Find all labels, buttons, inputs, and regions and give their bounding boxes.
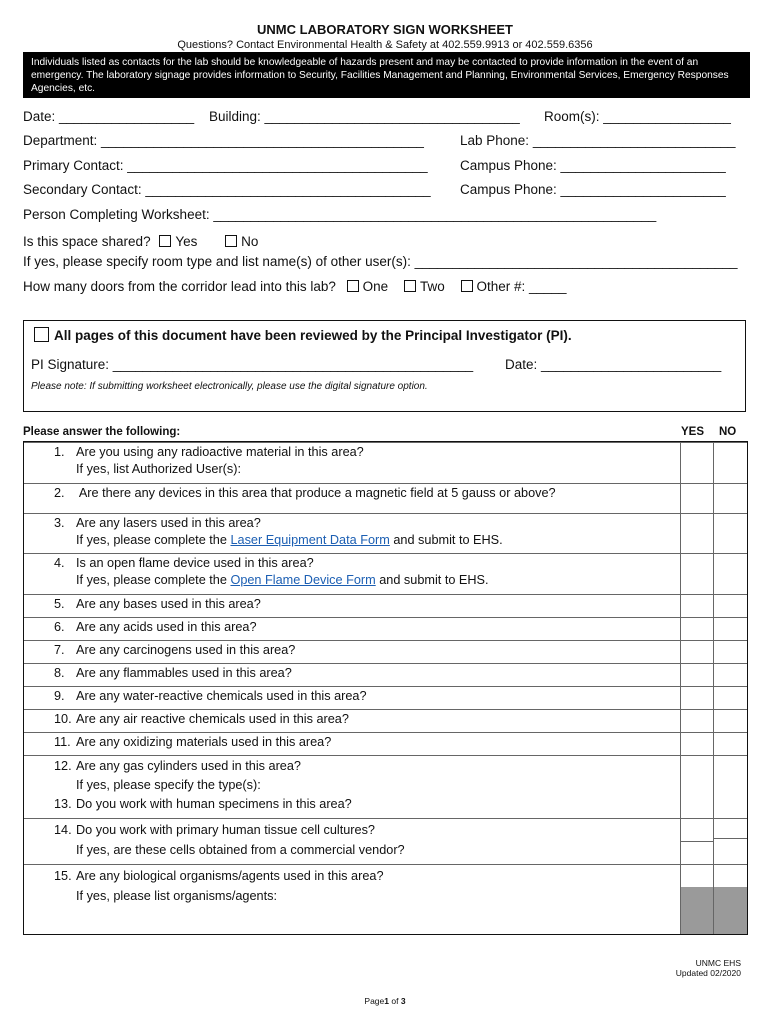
table-row bbox=[24, 864, 747, 935]
question-subtext: If yes, please specify the type(s): bbox=[76, 778, 261, 792]
question-number: 10. bbox=[54, 712, 72, 726]
table-row bbox=[24, 732, 747, 756]
question-text: Are you using any radioactive material in this area? bbox=[76, 445, 364, 459]
table-row bbox=[24, 818, 747, 865]
shared-question: Is this space shared? bbox=[23, 234, 151, 249]
question-text: Is an open flame device used in this area? bbox=[76, 556, 314, 570]
question-subtext: If yes, please list organisms/agents: bbox=[76, 889, 277, 903]
question-text: Are any biological organisms/agents used in this area? bbox=[76, 869, 384, 883]
doors-one-label: One bbox=[362, 279, 389, 294]
date-field[interactable]: Date: __________________ bbox=[23, 109, 195, 124]
doors-two-label: Two bbox=[419, 279, 445, 294]
question-number: 4. bbox=[54, 556, 65, 570]
doors-two-checkbox[interactable] bbox=[404, 280, 416, 292]
doors-question: How many doors from the corridor lead into this lab? bbox=[23, 279, 336, 294]
table-row bbox=[24, 663, 747, 687]
table-row bbox=[24, 483, 747, 514]
shared-no-checkbox[interactable] bbox=[225, 235, 237, 247]
table-row bbox=[24, 686, 747, 710]
question-number: 14. bbox=[54, 823, 72, 837]
table-row bbox=[24, 513, 747, 554]
question-number: 8. bbox=[54, 666, 65, 680]
question-number: 2. bbox=[54, 486, 65, 500]
doors-other-field[interactable]: Other #: _____ bbox=[476, 279, 567, 294]
campus-phone-field[interactable]: Campus Phone: ______________________ bbox=[460, 158, 726, 173]
secondary-contact-field[interactable]: Secondary Contact: ______________________________________ bbox=[23, 182, 431, 197]
page-current: 1 bbox=[384, 996, 389, 1006]
campus-phone-field-2[interactable]: Campus Phone: ______________________ bbox=[460, 182, 726, 197]
open-flame-form-link[interactable]: Open Flame Device Form bbox=[230, 572, 376, 587]
question-subtext: If yes, please complete the bbox=[76, 572, 231, 587]
pi-date-field[interactable]: Date: ________________________ bbox=[505, 357, 722, 372]
digital-signature-note: Please note: If submitting worksheet electronically, please use the digital signature option. bbox=[31, 381, 428, 392]
question-text: Are any lasers used in this area? bbox=[76, 516, 261, 530]
question-number: 7. bbox=[54, 643, 65, 657]
page-of: of bbox=[391, 996, 399, 1006]
questions-heading: Please answer the following: bbox=[23, 426, 181, 438]
footer-meta bbox=[676, 958, 741, 978]
page-total: 3 bbox=[400, 996, 406, 1006]
no-column-header: NO bbox=[719, 426, 737, 438]
question-text: Are there any devices in this area that produce a magnetic field at 5 gauss or above? bbox=[76, 486, 556, 500]
question-text: Are any carcinogens used in this area? bbox=[76, 643, 296, 657]
question-subtext-end: and submit to EHS. bbox=[389, 532, 503, 547]
shared-yes-checkbox[interactable] bbox=[159, 235, 171, 247]
shared-no-label: No bbox=[241, 234, 259, 249]
question-text: Are any air reactive chemicals used in this area? bbox=[76, 712, 349, 726]
yes-column-header: YES bbox=[681, 426, 705, 438]
table-row bbox=[24, 594, 747, 618]
shared-yes-label: Yes bbox=[175, 234, 198, 249]
table-row bbox=[24, 755, 747, 796]
rooms-field[interactable]: Room(s): _________________ bbox=[544, 109, 731, 124]
laser-form-link[interactable]: Laser Equipment Data Form bbox=[230, 532, 390, 547]
yes-column-divider bbox=[680, 442, 681, 934]
question-number: 11. bbox=[54, 735, 71, 749]
question-subtext: If yes, are these cells obtained from a commercial vendor? bbox=[76, 843, 405, 857]
contact-line: Questions? Contact Environmental Health & Safety at 402.559.9913 or 402.559.6356 bbox=[177, 39, 593, 51]
question-number: 15. bbox=[54, 869, 72, 883]
question-text: Are any water-reactive chemicals used in this area? bbox=[76, 689, 367, 703]
primary-contact-field[interactable]: Primary Contact: ________________________________________ bbox=[23, 158, 428, 173]
question-number: 3. bbox=[54, 516, 65, 530]
person-completing-field[interactable]: Person Completing Worksheet: ___________________________________________________________ bbox=[23, 207, 657, 222]
table-row bbox=[24, 709, 747, 733]
pi-review-heading: All pages of this document have been reviewed by the Principal Investigator (PI). bbox=[54, 328, 572, 343]
page-number bbox=[0, 996, 770, 1006]
question-number: 6. bbox=[54, 620, 65, 634]
question-number: 5. bbox=[54, 597, 65, 611]
table-row bbox=[24, 442, 747, 484]
pi-reviewed-checkbox[interactable] bbox=[34, 327, 49, 342]
table-row bbox=[24, 640, 747, 664]
question-text: Are any bases used in this area? bbox=[76, 597, 261, 611]
question-text: Do you work with human specimens in this area? bbox=[76, 797, 352, 811]
question-subtext-end: and submit to EHS. bbox=[375, 572, 489, 587]
questions-table bbox=[23, 441, 748, 935]
question-number: 12. bbox=[54, 759, 72, 773]
question-text: Are any gas cylinders used in this area? bbox=[76, 759, 301, 773]
table-row bbox=[24, 553, 747, 595]
question-subtext: If yes, please complete the bbox=[76, 532, 231, 547]
building-field[interactable]: Building: __________________________________ bbox=[209, 109, 520, 124]
question-text: Are any oxidizing materials used in this area? bbox=[76, 735, 332, 749]
question-text: Are any acids used in this area? bbox=[76, 620, 257, 634]
footer-updated: Updated 02/2020 bbox=[675, 968, 741, 978]
department-field[interactable]: Department: ___________________________________________ bbox=[23, 133, 424, 148]
table-row bbox=[24, 617, 747, 641]
notice-banner: Individuals listed as contacts for the lab should be knowledgeable of hazards present and may be contacted to provide information in the event of an emergency. The laboratory signage provides information to Security, Facilities Management and Planning, Environmental Services, Emergency Responses Agencies, etc. bbox=[23, 52, 750, 98]
page-prefix: Page bbox=[364, 996, 385, 1006]
table-row bbox=[24, 795, 747, 818]
question-subtext: If yes, list Authorized User(s): bbox=[76, 461, 241, 476]
pi-signature-field[interactable]: PI Signature: ________________________________________________ bbox=[31, 357, 474, 372]
question-number: 9. bbox=[54, 689, 65, 703]
no-column-divider bbox=[713, 442, 714, 934]
footer-org: UNMC EHS bbox=[695, 958, 741, 968]
doors-one-checkbox[interactable] bbox=[347, 280, 359, 292]
question-text: Are any flammables used in this area? bbox=[76, 666, 292, 680]
question-number: 1. bbox=[54, 445, 65, 459]
doors-other-checkbox[interactable] bbox=[461, 280, 473, 292]
lab-phone-field[interactable]: Lab Phone: ___________________________ bbox=[460, 133, 736, 148]
document-title: UNMC LABORATORY SIGN WORKSHEET bbox=[257, 22, 513, 37]
question-text: Do you work with primary human tissue cell cultures? bbox=[76, 823, 375, 837]
shared-users-field[interactable]: If yes, please specify room type and list name(s) of other user(s): ___________________________________________ bbox=[23, 254, 738, 269]
question-number: 13. bbox=[54, 797, 72, 811]
